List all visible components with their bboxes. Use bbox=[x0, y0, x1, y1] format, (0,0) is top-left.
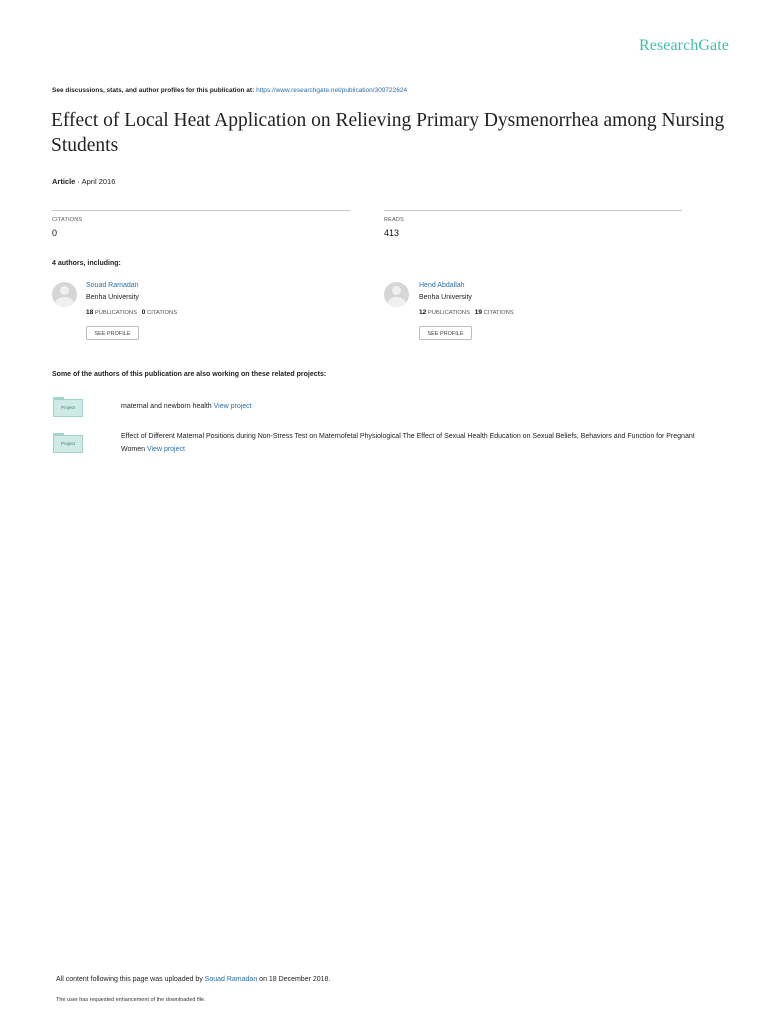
author-affiliation: Benha University bbox=[86, 294, 139, 301]
publications-label: PUBLICATIONS bbox=[427, 310, 470, 316]
citations-count: 19 bbox=[474, 309, 483, 316]
citations-label: CITATIONS bbox=[483, 310, 514, 316]
project-folder-icon bbox=[53, 433, 83, 453]
project-icon-label: Project bbox=[60, 405, 75, 410]
upload-suffix: on 18 December 2018. bbox=[259, 976, 331, 983]
discussions-text: See discussions, stats, and author profiles for this publication at: bbox=[52, 87, 255, 94]
view-project-link[interactable]: View project bbox=[213, 403, 252, 410]
author-affiliation: Benha University bbox=[419, 294, 472, 301]
project-item bbox=[121, 431, 711, 456]
discussions-line bbox=[52, 87, 407, 94]
projects-heading: Some of the authors of this publication are also working on these related projects: bbox=[52, 371, 327, 378]
citations-value: 0 bbox=[52, 228, 58, 238]
author-name-link[interactable]: Souad Ramadan bbox=[86, 282, 139, 289]
author-counts bbox=[419, 309, 514, 316]
reads-divider bbox=[384, 210, 682, 211]
citations-label: CITATIONS bbox=[52, 217, 83, 223]
authors-heading: 4 authors, including: bbox=[52, 260, 121, 267]
project-text: maternal and newborn health bbox=[121, 403, 212, 410]
avatar-body bbox=[55, 297, 74, 307]
upload-prefix: All content following this page was uploaded by bbox=[56, 976, 203, 983]
reads-label: READS bbox=[384, 217, 404, 223]
publication-url-link[interactable]: https://www.researchgate.net/publication/309722624 bbox=[256, 87, 408, 94]
avatar-body bbox=[387, 297, 406, 307]
uploader-link[interactable]: Souad Ramadan bbox=[204, 976, 258, 983]
project-item bbox=[121, 401, 701, 414]
upload-notice bbox=[56, 976, 330, 983]
publications-count: 12 bbox=[419, 309, 427, 316]
reads-value: 413 bbox=[384, 228, 400, 238]
avatar[interactable] bbox=[384, 282, 409, 307]
see-profile-button[interactable]: SEE PROFILE bbox=[419, 326, 472, 340]
citations-label: CITATIONS bbox=[147, 310, 178, 316]
project-folder-icon bbox=[53, 397, 83, 417]
see-profile-button[interactable]: SEE PROFILE bbox=[86, 326, 139, 340]
meta-separator: · bbox=[75, 177, 82, 186]
avatar[interactable] bbox=[52, 282, 77, 307]
avatar-head bbox=[60, 286, 69, 295]
avatar-head bbox=[392, 286, 401, 295]
view-project-link[interactable]: View project bbox=[146, 445, 185, 453]
publications-label: PUBLICATIONS bbox=[94, 310, 137, 316]
publication-title: Effect of Local Heat Application on Relieving Primary Dysmenorrhea among Nursing Students bbox=[51, 110, 725, 156]
enhancement-note: The user has requested enhancement of the downloaded file. bbox=[56, 997, 206, 1003]
citations-divider bbox=[52, 210, 350, 211]
publication-type: Article bbox=[52, 177, 76, 186]
citations-count: 0 bbox=[141, 309, 146, 316]
project-text: Effect of Different Maternal Positions during Non-Stress Test on Maternofetal Physiological The Effect of Sexual Health Education on Sexual Beliefs, Behaviors and Function for Pregnant Women bbox=[121, 433, 695, 453]
publication-meta bbox=[52, 177, 115, 186]
publication-date: April 2016 bbox=[81, 177, 116, 186]
author-name-link[interactable]: Hend Abdallah bbox=[419, 282, 465, 289]
author-counts bbox=[86, 309, 177, 316]
project-icon-label: Project bbox=[60, 441, 75, 446]
researchgate-logo[interactable]: ResearchGate bbox=[638, 37, 729, 54]
publications-count: 18 bbox=[86, 309, 94, 316]
